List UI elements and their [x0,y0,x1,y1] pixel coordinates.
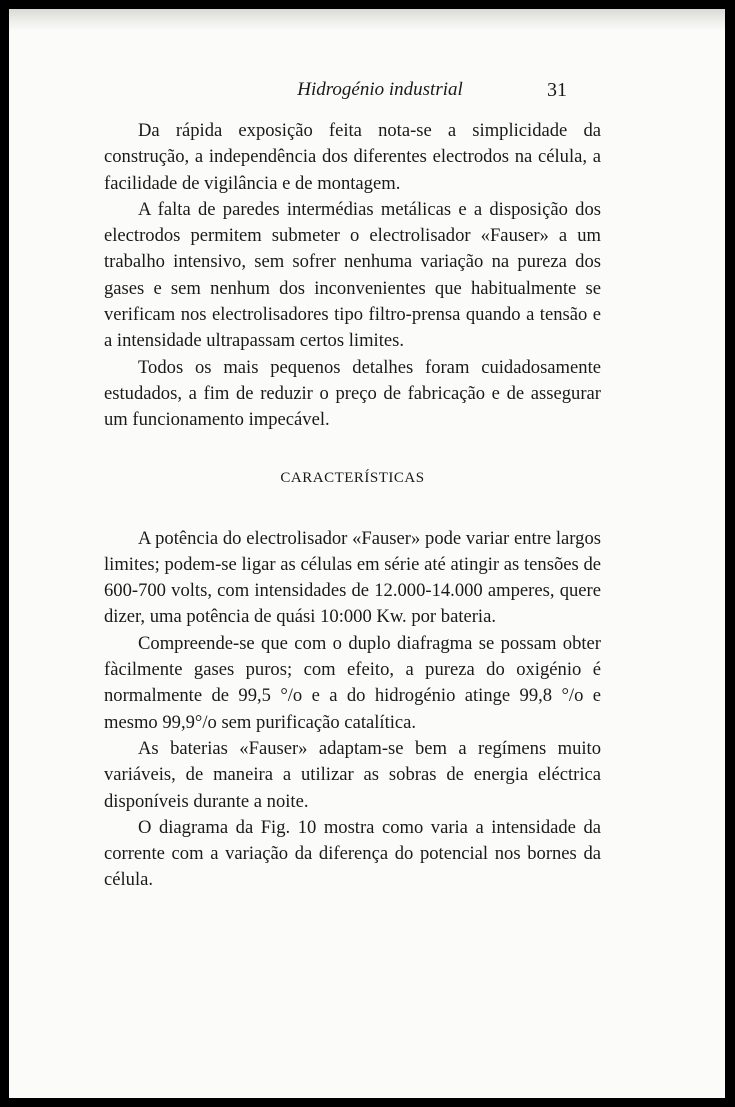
paragraph: Compreende-se que com o duplo diafragma se possam obter fàcilmente gases puros; com efeito, a pureza do oxigénio é normalmente de 99,5 °/o e a do hidrogénio atinge 99,8 °/o e mesmo 99,9°/o sem purificação catalítica. [104,632,601,733]
page-header [9,79,725,109]
paragraph: A falta de paredes intermédias metálicas e a disposição dos electrodos permitem submeter o electrolisador «Fauser» a um trabalho intensivo, sem sofrer nenhuma variação na pureza dos gases e sem nenhum dos inconvenientes que habitualmente se verificam nos electrolisadores tipo filtro-prensa quando a tensão e a intensidade ultrapassam certos limites. [104,198,601,352]
paragraph: O diagrama da Fig. 10 mostra como varia a intensidade da corrente com a variação da diferença do potencial nos bornes da célula. [104,816,601,891]
book-page [9,9,725,1098]
body-text [104,118,601,894]
paragraph: A potência do electrolisador «Fauser» pode variar entre largos limites; podem-se ligar as células em série até atingir as tensões de 600-700 volts, com intensidades de 12.000-14.000 amperes, quere dizer, uma potência de quási 10:000 Kw. por bateria. [104,527,601,628]
section-heading: CARACTERÍSTICAS [280,469,425,486]
running-title: Hidrogénio industrial [297,79,463,100]
paragraph: As baterias «Fauser» adaptam-se bem a regímens muito variáveis, de maneira a utilizar as sobras de energia eléctrica disponíveis durante a noite. [104,737,601,812]
page-number: 31 [547,79,567,101]
scan-edge-shading [9,9,725,31]
paragraph: Da rápida exposição feita nota-se a simplicidade da construção, a independência dos diferentes electrodos na célula, a facilidade de vigilância e de montagem. [104,120,601,194]
paragraph: Todos os mais pequenos detalhes foram cuidadosamente estudados, a fim de reduzir o preço de fabricação e de assegurar um funcionamento impecável. [104,356,601,431]
